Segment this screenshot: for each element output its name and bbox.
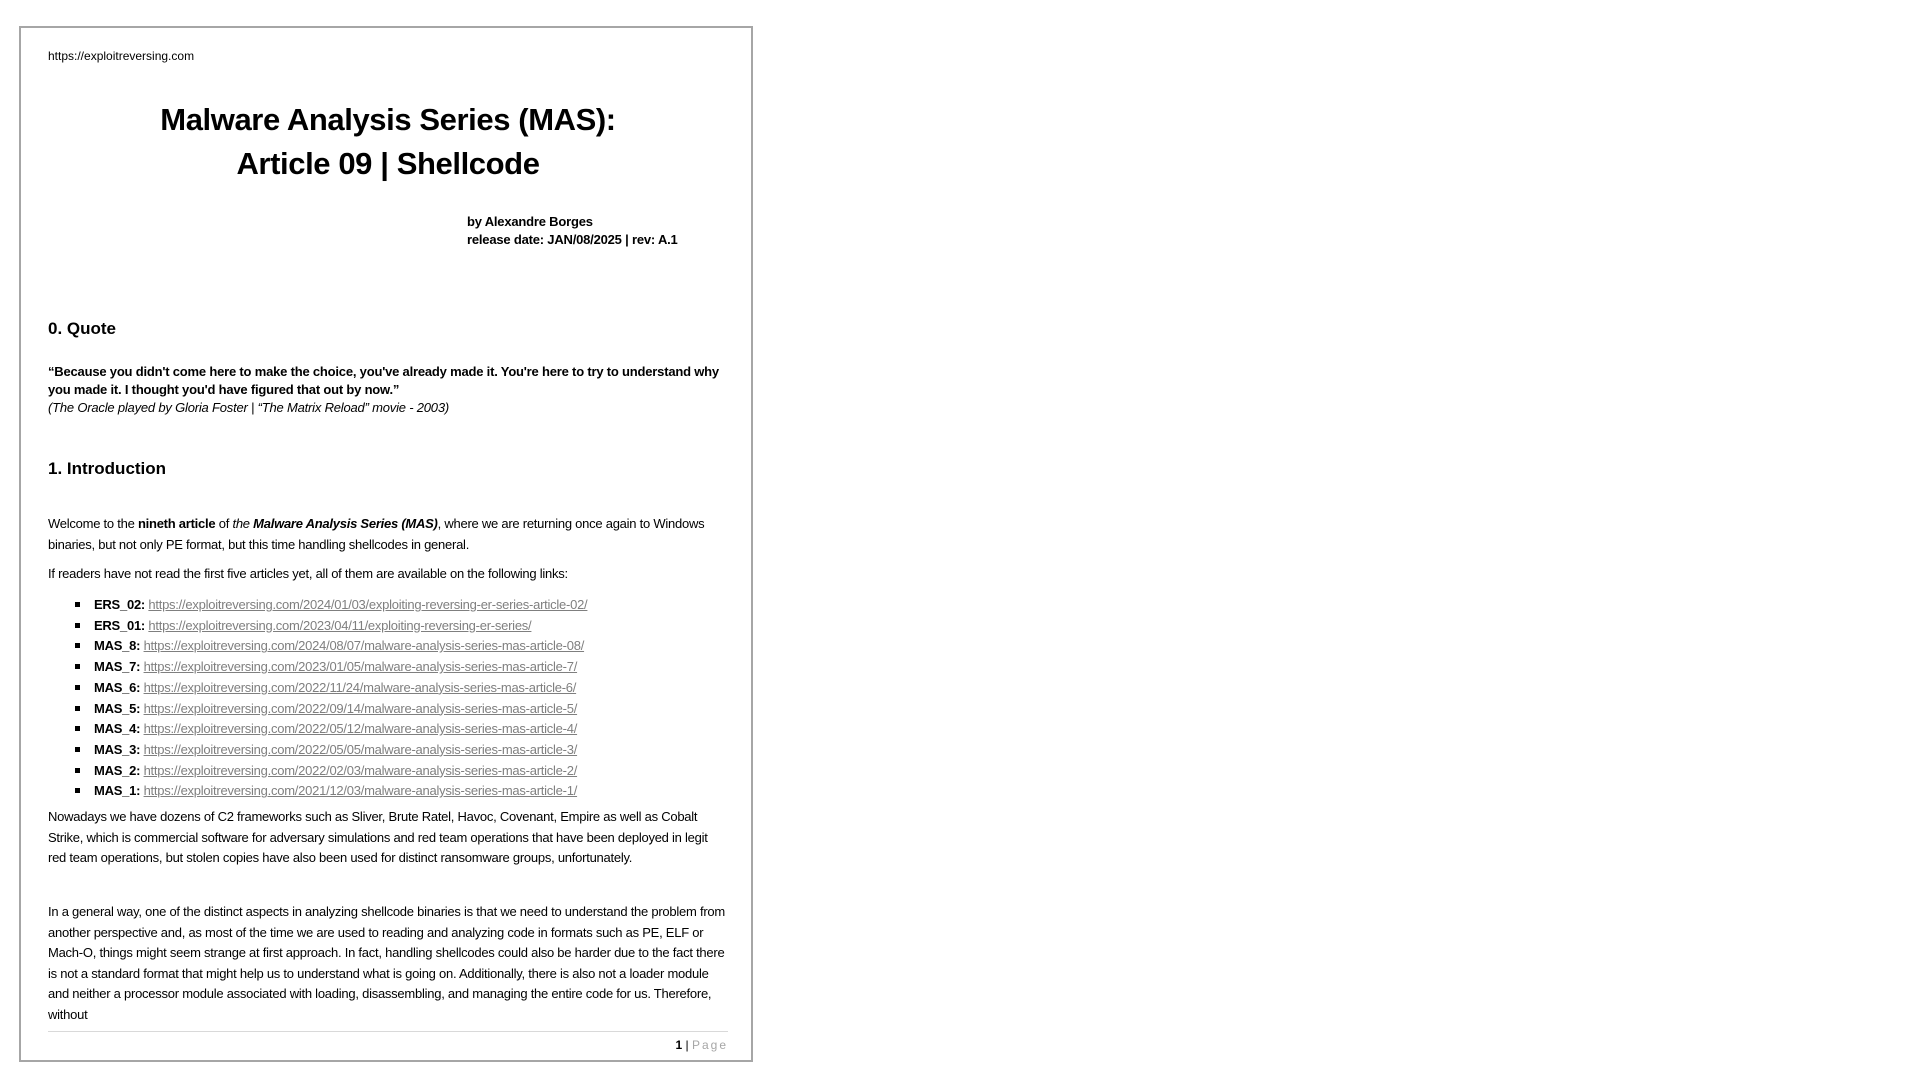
article-link[interactable]: https://exploitreversing.com/2023/01/05/malware-analysis-series-mas-article-7/ <box>143 659 578 675</box>
p1-text-a: Welcome to the <box>48 516 138 531</box>
bullet-icon <box>75 788 80 793</box>
link-label: MAS_4: <box>94 721 141 737</box>
list-item <box>48 595 587 616</box>
quote-text: “Because you didn't come here to make the choice, you've already made it. You're here to try to understand why you made it. I thought you'd have figured that out by now.” <box>48 364 719 397</box>
p1-bold: nineth article <box>137 516 216 531</box>
header-url: https://exploitreversing.com <box>48 49 195 63</box>
article-link[interactable]: https://exploitreversing.com/2022/02/03/malware-analysis-series-mas-article-2/ <box>143 762 578 778</box>
article-link[interactable]: https://exploitreversing.com/2024/01/03/exploiting-reversing-er-series-article-02/ <box>148 597 588 612</box>
page-footer <box>675 1038 728 1052</box>
link-label: ERS_01: <box>94 617 145 633</box>
bullet-icon <box>75 768 80 773</box>
bullet-icon <box>75 664 80 669</box>
article-link[interactable]: https://exploitreversing.com/2024/08/07/malware-analysis-series-mas-article-08/ <box>143 638 585 654</box>
quote-block <box>48 363 728 417</box>
article-link[interactable]: https://exploitreversing.com/2022/05/05/malware-analysis-series-mas-article-3/ <box>143 741 578 757</box>
list-item <box>48 657 587 678</box>
quote-source: (The Oracle played by Gloria Foster | “The Matrix Reload” movie - 2003) <box>48 400 449 415</box>
document-page <box>19 26 753 1062</box>
byline <box>467 213 678 249</box>
list-item <box>48 781 587 802</box>
document-title <box>48 98 728 186</box>
bullet-icon <box>75 706 80 711</box>
article-link[interactable]: https://exploitreversing.com/2022/09/14/malware-analysis-series-mas-article-5/ <box>143 700 578 716</box>
intro-paragraph-1 <box>48 514 728 555</box>
link-label: MAS_2: <box>94 762 141 778</box>
article-link[interactable]: https://exploitreversing.com/2022/05/12/malware-analysis-series-mas-article-4/ <box>143 721 578 737</box>
title-line-2: Article 09 | Shellcode <box>236 146 540 181</box>
link-label: MAS_5: <box>94 700 141 716</box>
list-item <box>48 740 587 761</box>
p1-series-name: Malware Analysis Series (MAS) <box>253 516 438 531</box>
list-item <box>48 761 587 782</box>
article-link[interactable]: https://exploitreversing.com/2022/11/24/malware-analysis-series-mas-article-6/ <box>143 679 577 695</box>
link-label: MAS_7: <box>94 659 141 675</box>
article-link[interactable]: https://exploitreversing.com/2023/04/11/exploiting-reversing-er-series/ <box>148 617 532 633</box>
intro-paragraph-3: Nowadays we have dozens of C2 frameworks such as Sliver, Brute Ratel, Havoc, Covenant, Empire as well as Cobalt Strike, which is commercial software for adversary simulations and red team operations that have been deployed in legit red team operations, but stolen copies have also been used for distinct ransomware groups, unfortunately. <box>48 809 708 865</box>
link-label: MAS_1: <box>94 783 141 799</box>
article-links-list <box>48 595 587 802</box>
list-item <box>48 699 587 720</box>
article-link[interactable]: https://exploitreversing.com/2021/12/03/malware-analysis-series-mas-article-1/ <box>143 783 578 799</box>
p1-italic: the <box>232 516 250 531</box>
list-item <box>48 636 587 657</box>
section-heading-introduction: 1. Introduction <box>48 459 167 478</box>
section-heading-quote: 0. Quote <box>48 319 117 338</box>
author: by Alexandre Borges <box>467 214 593 229</box>
link-label: MAS_6: <box>94 679 141 695</box>
page-label: Page <box>691 1038 728 1052</box>
link-label: MAS_8: <box>94 638 141 654</box>
p1-text-f: , where we are returning once again to Windows binaries, but not only PE format, but this time handling shellcodes in general. <box>48 516 705 552</box>
bullet-icon <box>75 643 80 648</box>
title-line-1: Malware Analysis Series (MAS): <box>160 102 616 137</box>
page-number: 1 <box>675 1038 683 1052</box>
p1-text-c: of <box>215 516 233 531</box>
link-label: MAS_3: <box>94 741 141 757</box>
intro-paragraph-2: If readers have not read the first five articles yet, all of them are available on the following links: <box>48 566 568 581</box>
intro-paragraph-4: In a general way, one of the distinct aspects in analyzing shellcode binaries is that we need to understand the problem from another perspective and, as most of the time we are used to reading and analyzing code in formats such as PE, ELF or Mach-O, things might seem strange at first approach. In fact, handling shellcodes could also be harder due to the fact there is not a standard format that might help us to understand what is going on. Additionally, there is also not a loader module and neither a processor module associated with loading, disassembling, and managing the entire code for us. Therefore, without <box>48 904 725 1022</box>
bullet-icon <box>75 685 80 690</box>
list-item <box>48 616 587 637</box>
footer-divider <box>48 1031 728 1032</box>
release-date: release date: JAN/08/2025 | rev: A.1 <box>467 232 678 247</box>
list-item <box>48 719 587 740</box>
link-label: ERS_02: <box>94 597 145 612</box>
bullet-icon <box>75 602 80 607</box>
list-item <box>48 678 587 699</box>
bullet-icon <box>75 747 80 752</box>
bullet-icon <box>75 726 80 731</box>
bullet-icon <box>75 623 80 628</box>
footer-separator: | <box>682 1038 692 1052</box>
